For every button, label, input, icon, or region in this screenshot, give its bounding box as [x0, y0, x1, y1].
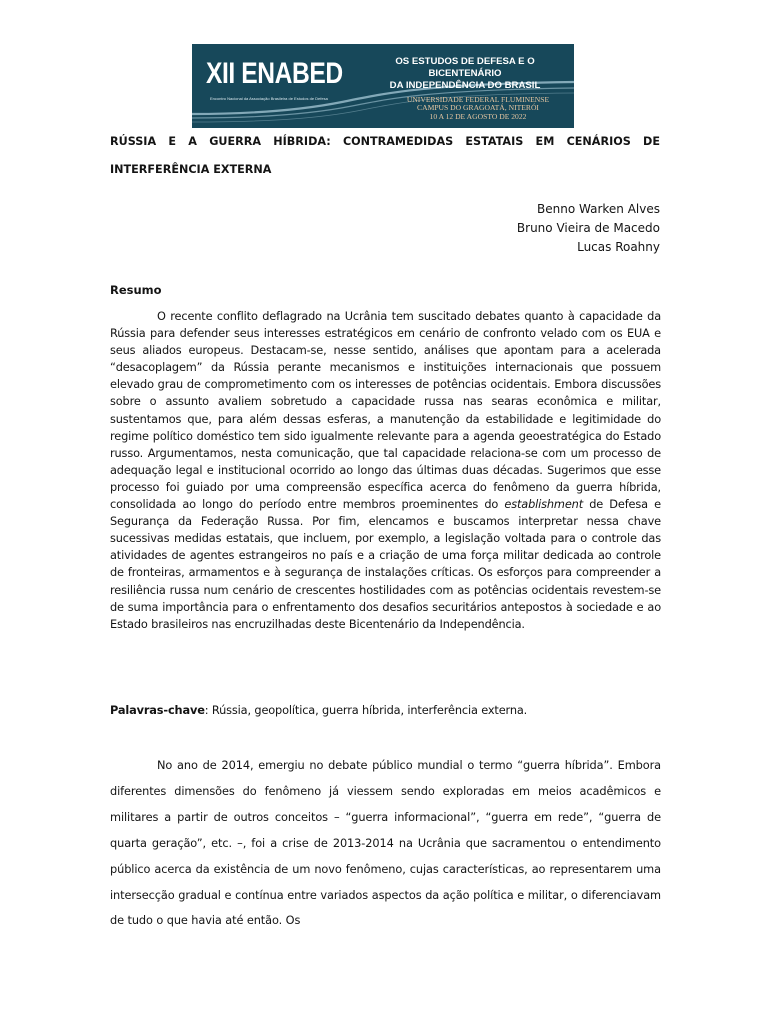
event-venue [388, 96, 568, 121]
event-venue-line2: CAMPUS DO GRAGOATÁ, NITERÓI [417, 103, 539, 113]
abstract-text-part2: de Defesa e Segurança da Federação Russa. Por fim, elencamos e buscamos interpretar nessa chave sucessivas medidas estatais, que incluem, por exemplo, a legislação voltada para o controle das atividades de agentes estrangeiros no país e a criação de uma força militar dedicada ao controle de fronteiras, armamentos e à segurança de instalações críticas. Os esforços para compreender a resiliência russa num cenário de crescentes hostilidades com as potências ocidentais revestem-se de suma importância para o enfrentamento dos desafios securitários antepostos à sociedade e ao Estado brasileiros nas encruzilhadas deste Bicentenário da Independência. [110, 497, 661, 631]
keywords [110, 702, 661, 719]
author-list [517, 200, 660, 257]
event-logo: XII ENABED [206, 57, 343, 90]
event-theme-line2: DA INDEPENDÊNCIA DO BRASIL [389, 80, 541, 91]
event-theme-line1: OS ESTUDOS DE DEFESA E O BICENTENÁRIO [395, 56, 535, 79]
abstract-text-part1: O recente conflito deflagrado na Ucrânia tem suscitado debates quanto à capacidade da Rússia para defender seus interesses estratégicos em cenário de confronto velado com os EUA e seus aliados europeus. Destacam-se, nesse sentido, análises que apontam para a acelerada “desacoplagem” da Rússia perante mecanismos e instituições internacionais que possuem elevado grau de comprometimento com os interesses de potências ocidentais. Embora discussões sobre o assunto avaliem sobretudo a capacidade russa nas searas econômica e militar, sustentamos que, para além dessas esferas, a manutenção da estabilidade e legitimidade do regime político doméstico tem sido igualmente relevante para a agenda geoestratégica do Estado russo. Argumentamos, nesta comunicação, que tal capacidade relaciona-se com um processo de adequação legal e institucional ocorrido ao longo das últimas duas décadas. Sugerimos que esse processo foi guiado por uma compreensão específica acerca do fenômeno da guerra híbrida, consolidada ao longo do período entre membros proeminentes do [110, 309, 661, 512]
event-logo-subtitle: Encontro Nacional da Associação Brasileira de Estudos de Defesa [210, 96, 328, 101]
author-name: Lucas Roahny [577, 240, 660, 254]
event-venue-line3: 10 A 12 DE AGOSTO DE 2022 [429, 111, 527, 121]
abstract-text [110, 308, 661, 633]
author-name: Benno Warken Alves [537, 202, 660, 216]
body-paragraph: No ano de 2014, emergiu no debate público mundial o termo “guerra híbrida”. Embora diferentes dimensões do fenômeno já viessem sendo exploradas em meios acadêmicos e militares a partir de outros conceitos – “guerra informacional”, “guerra em rede”, “guerra de quarta geração”, etc. –, foi a crise de 2013-2014 na Ucrânia que sacramentou o entendimento público acerca da existência de um novo fenômeno, cujas características, ao representarem uma intersecção gradual e contínua entre variados aspectos da ação política e militar, o diferenciavam de tudo o que havia até então. Os [110, 758, 661, 928]
event-banner [192, 44, 574, 128]
paper-title-line1: RÚSSIA E A GUERRA HÍBRIDA: CONTRAMEDIDAS ESTATAIS EM CENÁRIOS DE [110, 135, 660, 148]
event-venue-line1: UNIVERSIDADE FEDERAL FLUMINENSE [406, 95, 550, 104]
paper-title-line2: INTERFERÊNCIA EXTERNA [110, 163, 272, 176]
abstract-italic-term: establishment [504, 497, 583, 512]
keywords-list: : Rússia, geopolítica, guerra híbrida, interferência externa. [204, 703, 528, 717]
event-theme [358, 56, 572, 92]
keywords-label: Palavras-chave [110, 703, 205, 717]
abstract-heading: Resumo [110, 283, 162, 297]
author-name: Bruno Vieira de Macedo [516, 221, 660, 235]
